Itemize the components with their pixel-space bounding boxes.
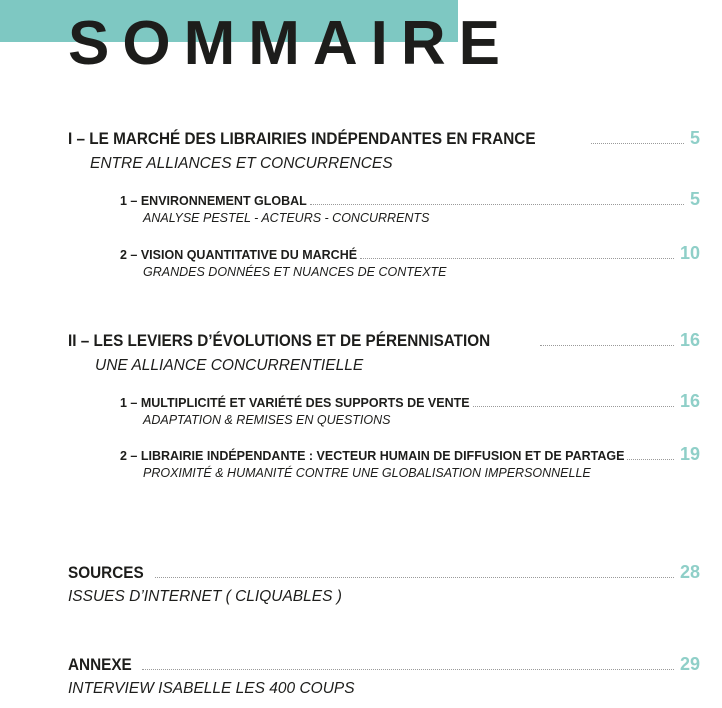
toc-entry-title: 2 – LIBRAIRIE INDÉPENDANTE : VECTEUR HUMAIN DE DIFFUSION ET DE PARTAGE (120, 449, 625, 463)
toc-entry-title: 2 – VISION QUANTITATIVE DU MARCHÉ (120, 248, 358, 262)
toc-entry-title: 1 – ENVIRONNEMENT GLOBAL (120, 194, 307, 208)
toc-page-number: 10 (679, 243, 700, 263)
toc-page-number: 5 (689, 128, 700, 148)
toc-entry-sources[interactable] (68, 562, 700, 583)
dot-leader (473, 406, 674, 407)
toc-entry-title: II – LES LEVIERS D’ÉVOLUTIONS ET DE PÉRENNISATION (68, 331, 491, 350)
toc-entry-title: SOURCES (68, 563, 144, 582)
page-title: SOMMAIRE (68, 9, 513, 78)
dot-leader (142, 669, 674, 670)
toc-entry-subtitle: ANALYSE PESTEL - ACTEURS - CONCURRENTS (143, 211, 430, 225)
toc-page-number: 16 (679, 391, 700, 411)
dot-leader (591, 143, 684, 144)
toc-entry-subtitle: ISSUES D’INTERNET ( CLIQUABLES ) (68, 588, 342, 605)
toc-page-number: 5 (689, 189, 700, 209)
toc-entry-subtitle: UNE ALLIANCE CONCURRENTIELLE (95, 357, 364, 374)
toc-entry-section-2-1[interactable] (120, 391, 700, 412)
toc-entry-subtitle: ADAPTATION & REMISES EN QUESTIONS (143, 413, 391, 427)
toc-entry-subtitle: GRANDES DONNÉES ET NUANCES DE CONTEXTE (143, 265, 447, 279)
dot-leader (627, 459, 674, 460)
toc-page-number: 29 (679, 654, 700, 674)
toc-entry-section-1-1[interactable] (120, 189, 700, 210)
toc-entry-subtitle: INTERVIEW ISABELLE LES 400 COUPS (68, 680, 355, 697)
dot-leader (155, 577, 674, 578)
toc-page-number: 28 (679, 562, 700, 582)
toc-entry-subtitle: ENTRE ALLIANCES ET CONCURRENCES (90, 155, 393, 172)
toc-entry-title: 1 – MULTIPLICITÉ ET VARIÉTÉ DES SUPPORTS DE VENTE (120, 396, 470, 410)
dot-leader (360, 258, 674, 259)
toc-entry-annexe[interactable] (68, 654, 700, 675)
toc-entry-section-2-2[interactable] (120, 444, 700, 465)
toc-entry-subtitle: PROXIMITÉ & HUMANITÉ CONTRE UNE GLOBALISATION IMPERSONNELLE (143, 466, 591, 480)
toc-entry-section-1-2[interactable] (120, 243, 700, 264)
toc-entry-title: I – LE MARCHÉ DES LIBRAIRIES INDÉPENDANTES EN FRANCE (68, 129, 536, 148)
toc-entry-section-1[interactable] (68, 128, 700, 149)
dot-leader (540, 345, 674, 346)
toc-page-number: 19 (679, 444, 700, 464)
dot-leader (310, 204, 684, 205)
toc-entry-title: ANNEXE (68, 655, 132, 674)
toc-entry-section-2[interactable] (68, 330, 700, 351)
toc-page-number: 16 (679, 330, 700, 350)
